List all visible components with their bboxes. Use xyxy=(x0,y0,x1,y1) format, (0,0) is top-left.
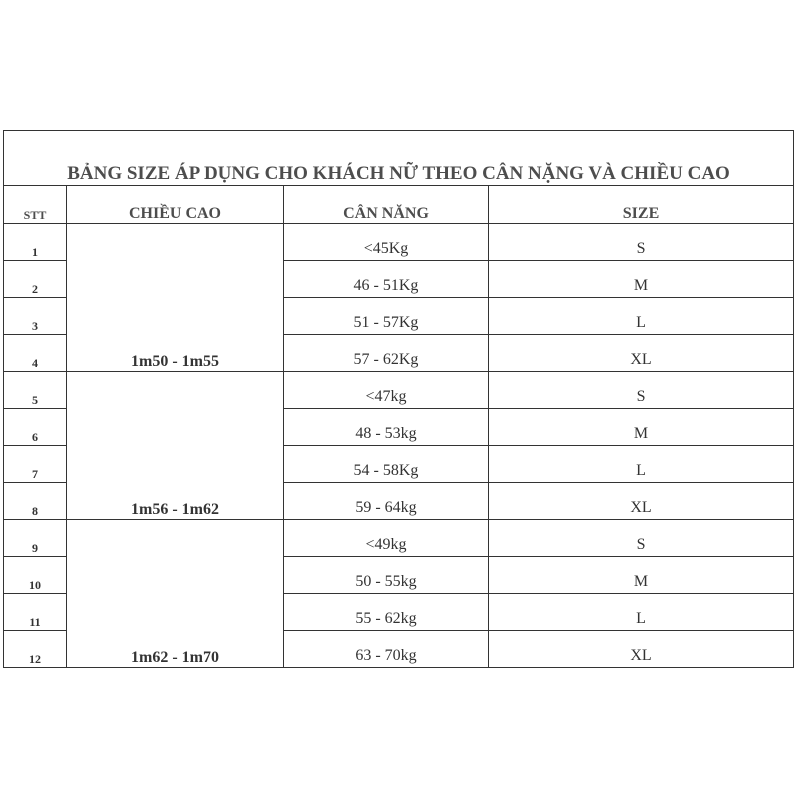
row-weight: 50 - 55kg xyxy=(284,557,489,594)
table-row xyxy=(4,372,794,409)
row-size: L xyxy=(489,298,794,335)
row-weight: 59 - 64kg xyxy=(284,483,489,520)
row-size: M xyxy=(489,409,794,446)
row-weight: <49kg xyxy=(284,520,489,557)
row-size: L xyxy=(489,446,794,483)
row-stt: 5 xyxy=(4,372,67,409)
size-chart-body xyxy=(4,131,794,668)
row-weight: 48 - 53kg xyxy=(284,409,489,446)
row-size: M xyxy=(489,261,794,298)
height-range-cell: 1m56 - 1m62 xyxy=(67,372,284,520)
row-stt: 9 xyxy=(4,520,67,557)
row-size: S xyxy=(489,224,794,261)
header-height: CHIỀU CAO xyxy=(67,186,284,224)
header-size: SIZE xyxy=(489,186,794,224)
row-size: XL xyxy=(489,631,794,668)
row-weight: 57 - 62Kg xyxy=(284,335,489,372)
row-stt: 8 xyxy=(4,483,67,520)
row-weight: 51 - 57Kg xyxy=(284,298,489,335)
table-row xyxy=(4,520,794,557)
row-stt: 11 xyxy=(4,594,67,631)
row-size: S xyxy=(489,520,794,557)
row-stt: 7 xyxy=(4,446,67,483)
row-stt: 3 xyxy=(4,298,67,335)
header-row xyxy=(4,186,794,224)
row-weight: 46 - 51Kg xyxy=(284,261,489,298)
table-row xyxy=(4,224,794,261)
row-size: XL xyxy=(489,335,794,372)
row-weight: <45Kg xyxy=(284,224,489,261)
row-stt: 10 xyxy=(4,557,67,594)
row-size: S xyxy=(489,372,794,409)
title-row xyxy=(4,131,794,186)
row-stt: 2 xyxy=(4,261,67,298)
row-stt: 4 xyxy=(4,335,67,372)
row-stt: 6 xyxy=(4,409,67,446)
row-stt: 12 xyxy=(4,631,67,668)
header-weight: CÂN NĂNG xyxy=(284,186,489,224)
row-size: XL xyxy=(489,483,794,520)
row-stt: 1 xyxy=(4,224,67,261)
row-size: L xyxy=(489,594,794,631)
row-weight: <47kg xyxy=(284,372,489,409)
height-range-cell: 1m50 - 1m55 xyxy=(67,224,284,372)
table-title: BẢNG SIZE ÁP DỤNG CHO KHÁCH NỮ THEO CÂN NẶNG VÀ CHIỀU CAO xyxy=(4,131,794,186)
header-stt: STT xyxy=(4,186,67,224)
row-weight: 63 - 70kg xyxy=(284,631,489,668)
height-range-cell: 1m62 - 1m70 xyxy=(67,520,284,668)
row-weight: 54 - 58Kg xyxy=(284,446,489,483)
size-chart-table xyxy=(3,130,794,668)
row-weight: 55 - 62kg xyxy=(284,594,489,631)
row-size: M xyxy=(489,557,794,594)
